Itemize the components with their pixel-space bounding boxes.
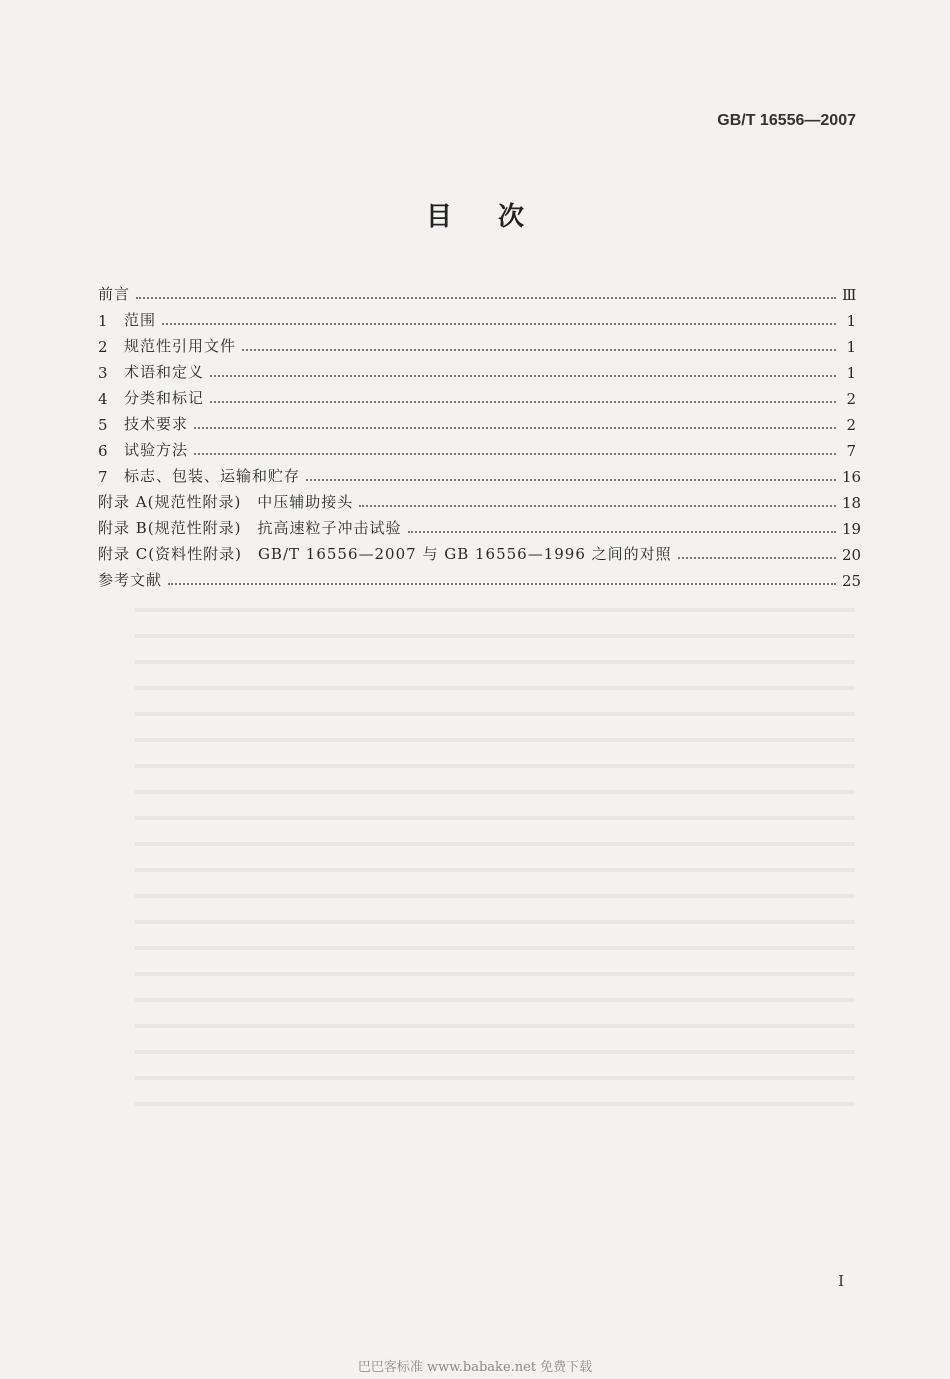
- toc-entry-page: 1: [846, 338, 856, 356]
- toc-entry[interactable]: [98, 564, 862, 590]
- toc-entry[interactable]: [98, 460, 862, 486]
- toc-entry-page: 2: [846, 390, 856, 408]
- toc-entry-number: 6: [98, 442, 108, 460]
- dot-leader: [136, 297, 836, 299]
- dot-leader: [210, 375, 836, 377]
- toc-entry-label: 参考文献: [98, 571, 163, 589]
- dot-leader: [162, 323, 836, 325]
- toc-entry-number: 4: [98, 390, 108, 408]
- toc-entry-page: 16: [842, 468, 862, 486]
- watermark-text: 巴巴客标准 www.babake.net 免费下载: [357, 1360, 593, 1375]
- toc-entry-number: 7: [98, 468, 108, 486]
- toc-entry[interactable]: [98, 278, 856, 304]
- toc-entry-label: 规范性引用文件: [124, 337, 237, 355]
- table-of-contents: [98, 278, 862, 590]
- toc-entry-label: 附录 A(规范性附录) 中压辅助接头: [98, 493, 354, 511]
- toc-entry-label: 术语和定义: [124, 363, 205, 381]
- toc-entry-page: 19: [842, 520, 862, 538]
- toc-entry[interactable]: [98, 434, 856, 460]
- toc-entry[interactable]: [98, 304, 856, 330]
- toc-entry[interactable]: [98, 538, 862, 564]
- toc-entry-number: 2: [98, 338, 108, 356]
- page-number: I: [838, 1272, 844, 1290]
- toc-entry[interactable]: [98, 408, 856, 434]
- toc-entry-label: 范围: [124, 311, 157, 329]
- toc-entry-page: 2: [846, 416, 856, 434]
- dot-leader: [408, 531, 837, 533]
- dot-leader: [678, 557, 836, 559]
- toc-entry-label: 技术要求: [124, 415, 189, 433]
- standard-code: GB/T 16556—2007: [717, 112, 856, 129]
- dot-leader: [210, 401, 836, 403]
- dot-leader: [168, 583, 836, 585]
- toc-entry-page: Ⅲ: [842, 286, 857, 304]
- dot-leader: [194, 427, 836, 429]
- toc-entry-page: 18: [842, 494, 862, 512]
- toc-entry-number: 5: [98, 416, 108, 434]
- toc-entry-page: 1: [846, 312, 856, 330]
- dot-leader: [194, 453, 836, 455]
- toc-entry-label: 前言: [98, 285, 131, 303]
- toc-entry-number: 3: [98, 364, 108, 382]
- toc-entry[interactable]: [98, 330, 856, 356]
- toc-entry-number: 1: [98, 312, 108, 330]
- toc-entry-label: 分类和标记: [124, 389, 205, 407]
- dot-leader: [242, 349, 836, 351]
- toc-entry[interactable]: [98, 382, 856, 408]
- bleed-through-text: [135, 590, 855, 1110]
- toc-entry[interactable]: [98, 356, 856, 382]
- toc-entry-label: 附录 B(规范性附录) 抗高速粒子冲击试验: [98, 519, 402, 537]
- toc-entry-label: 试验方法: [124, 441, 189, 459]
- dot-leader: [306, 479, 836, 481]
- dot-leader: [359, 505, 836, 507]
- toc-entry-label: 附录 C(资料性附录) GB/T 16556—2007 与 GB 16556—1996 之间的对照: [98, 545, 672, 563]
- page-title: 目次: [425, 202, 570, 232]
- toc-entry-page: 20: [842, 546, 862, 564]
- toc-entry-label: 标志、包装、运输和贮存: [124, 467, 301, 485]
- toc-entry-page: 25: [842, 572, 862, 590]
- toc-entry[interactable]: [98, 512, 862, 538]
- toc-entry[interactable]: [98, 486, 862, 512]
- toc-entry-page: 7: [846, 442, 856, 460]
- toc-entry-page: 1: [846, 364, 856, 382]
